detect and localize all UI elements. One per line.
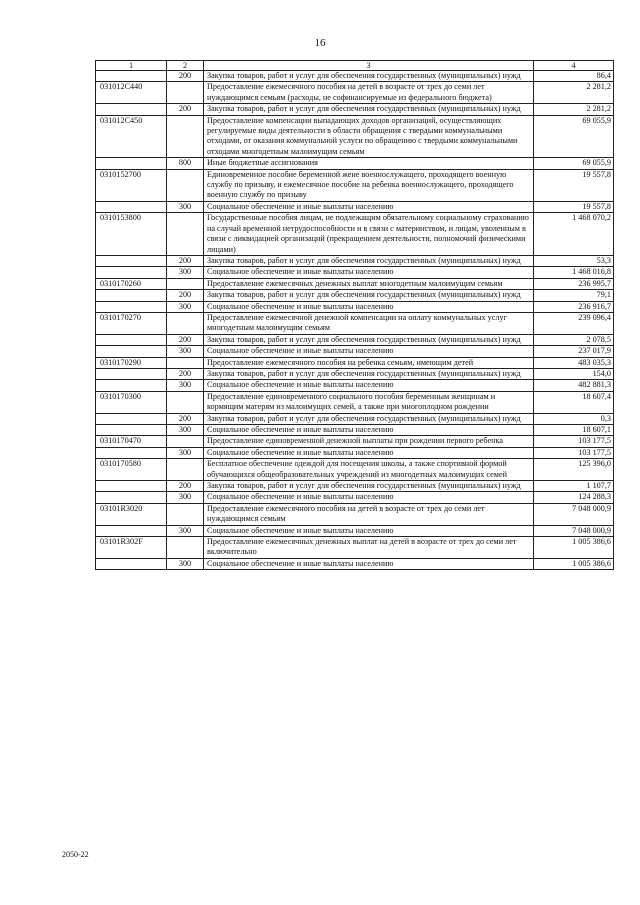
budget-table: [95, 60, 614, 570]
row-expense-type: 200: [167, 255, 204, 266]
table-row: [96, 71, 614, 82]
table-row: [96, 201, 614, 212]
row-name: Закупка товаров, работ и услуг для обеспечения государственных (муниципальных) нужд: [204, 334, 534, 345]
row-amount: 2 078,5: [534, 334, 614, 345]
row-expense-type: [167, 169, 204, 201]
row-code: 031012С450: [96, 115, 167, 158]
row-name: Социальное обеспечение и иные выплаты населению: [204, 492, 534, 503]
table-row: [96, 459, 614, 481]
row-name: Закупка товаров, работ и услуг для обеспечения государственных (муниципальных) нужд: [204, 413, 534, 424]
row-name: Социальное обеспечение и иные выплаты населению: [204, 346, 534, 357]
table-row: [96, 255, 614, 266]
row-amount: 154,0: [534, 368, 614, 379]
row-amount: 1 468 016,8: [534, 267, 614, 278]
row-code: 0310170470: [96, 436, 167, 447]
row-expense-type: [167, 213, 204, 256]
table-row: [96, 503, 614, 525]
row-expense-type: 200: [167, 413, 204, 424]
table-row: [96, 334, 614, 345]
row-name: Государственные пособия лицам, не подлежащим обязательному социальному страхованию на случай временной нетрудоспособности и в связи с материнством, и лицам, уволенным в связи с ликвидацией организаций (прекращением деятельности, полномочий физическими лицами): [204, 213, 534, 256]
row-name: Иные бюджетные ассигнования: [204, 158, 534, 169]
row-expense-type: 300: [167, 525, 204, 536]
table-row: [96, 169, 614, 201]
row-amount: 86,4: [534, 71, 614, 82]
table-row: [96, 278, 614, 289]
table-row: [96, 481, 614, 492]
table-row: [96, 525, 614, 536]
row-name: Социальное обеспечение и иные выплаты населению: [204, 525, 534, 536]
row-name: Социальное обеспечение и иные выплаты населению: [204, 380, 534, 391]
row-amount: 482 881,3: [534, 380, 614, 391]
table-row: [96, 380, 614, 391]
row-code: 03101R302F: [96, 537, 167, 559]
row-amount: 124 288,3: [534, 492, 614, 503]
row-expense-type: 300: [167, 558, 204, 569]
row-amount: 103 177,5: [534, 447, 614, 458]
row-amount: 0,3: [534, 413, 614, 424]
row-code: 0310153800: [96, 213, 167, 256]
row-amount: 69 055,9: [534, 115, 614, 158]
header-col-4: 4: [534, 61, 614, 71]
row-name: Предоставление единовременной денежной выплаты при рождении первого ребенка: [204, 436, 534, 447]
row-expense-type: 300: [167, 346, 204, 357]
row-code: 0310170580: [96, 459, 167, 481]
row-name: Закупка товаров, работ и услуг для обеспечения государственных (муниципальных) нужд: [204, 255, 534, 266]
row-expense-type: 200: [167, 71, 204, 82]
row-name: Закупка товаров, работ и услуг для обеспечения государственных (муниципальных) нужд: [204, 290, 534, 301]
row-expense-type: 300: [167, 447, 204, 458]
table-row: [96, 158, 614, 169]
table-row: [96, 425, 614, 436]
row-name: Предоставление единовременного социального пособия беременным женщинам и кормящим матерям из малоимущих семей, а также при многоплодном рождении: [204, 391, 534, 413]
table-row: [96, 368, 614, 379]
row-code: 031012С440: [96, 82, 167, 104]
row-name: Закупка товаров, работ и услуг для обеспечения государственных (муниципальных) нужд: [204, 481, 534, 492]
row-name: Предоставление ежемесячного пособия на ребенка семьям, имеющим детей: [204, 357, 534, 368]
row-name: Социальное обеспечение и иные выплаты населению: [204, 301, 534, 312]
row-name: Предоставление ежемесячного пособия на детей в возрасте от трех до семи лет нуждающимся семьям: [204, 503, 534, 525]
table-row: [96, 447, 614, 458]
row-expense-type: [167, 115, 204, 158]
row-name: Предоставление компенсации выпадающих доходов организаций, осуществляющих регулируемые виды деятельности в области обращения с твердыми коммунальными отходами, от оказания коммунальной услуги по обращению с твердыми коммунальными отходами многодетным малоимущим семьям: [204, 115, 534, 158]
table-row: [96, 312, 614, 334]
row-amount: 236 916,7: [534, 301, 614, 312]
row-amount: 1 468 070,2: [534, 213, 614, 256]
row-code: [96, 71, 167, 82]
row-expense-type: [167, 459, 204, 481]
row-expense-type: 300: [167, 380, 204, 391]
row-expense-type: [167, 82, 204, 104]
row-code: [96, 380, 167, 391]
row-name: Предоставление ежемесячных денежных выплат многодетным малоимущим семьям: [204, 278, 534, 289]
row-amount: 237 017,9: [534, 346, 614, 357]
row-amount: 236 995,7: [534, 278, 614, 289]
row-expense-type: [167, 357, 204, 368]
row-name: Единовременное пособие беременной жене военнослужащего, проходящего военную службу по призыву, и ежемесячное пособие на ребенка военнослужащего, проходящего военную службу по призыву: [204, 169, 534, 201]
table-row: [96, 290, 614, 301]
row-expense-type: 300: [167, 425, 204, 436]
row-expense-type: 200: [167, 104, 204, 115]
row-name: Предоставление ежемесячной денежной компенсации на оплату коммунальных услуг многодетным малоимущим семьям: [204, 312, 534, 334]
row-name: Социальное обеспечение и иные выплаты населению: [204, 447, 534, 458]
table-row: [96, 492, 614, 503]
row-expense-type: 200: [167, 334, 204, 345]
row-amount: 103 177,5: [534, 436, 614, 447]
row-expense-type: [167, 278, 204, 289]
header-col-2: 2: [167, 61, 204, 71]
table-row: [96, 391, 614, 413]
row-code: 03101R3020: [96, 503, 167, 525]
table-row: [96, 267, 614, 278]
row-code: [96, 492, 167, 503]
row-expense-type: 300: [167, 301, 204, 312]
row-code: 0310170300: [96, 391, 167, 413]
row-expense-type: 800: [167, 158, 204, 169]
row-amount: 19 557,8: [534, 169, 614, 201]
document-code: 2050-22: [62, 850, 89, 859]
row-code: 0310170290: [96, 357, 167, 368]
row-code: [96, 158, 167, 169]
row-amount: 1 005 386,6: [534, 537, 614, 559]
row-name: Закупка товаров, работ и услуг для обеспечения государственных (муниципальных) нужд: [204, 71, 534, 82]
row-amount: 7 048 000,9: [534, 503, 614, 525]
table-row: [96, 436, 614, 447]
header-col-3: 3: [204, 61, 534, 71]
row-name: Социальное обеспечение и иные выплаты населению: [204, 558, 534, 569]
row-code: [96, 413, 167, 424]
row-name: Социальное обеспечение и иные выплаты населению: [204, 425, 534, 436]
table-row: [96, 346, 614, 357]
table-row: [96, 104, 614, 115]
row-name: Предоставление ежемесячного пособия на детей в возрасте от трех до семи лет нуждающимся семьям (расходы, не софинансируемые из федерального бюджета): [204, 82, 534, 104]
table-row: [96, 301, 614, 312]
table-row: [96, 82, 614, 104]
row-code: [96, 104, 167, 115]
row-expense-type: 200: [167, 481, 204, 492]
row-code: [96, 425, 167, 436]
row-code: [96, 368, 167, 379]
row-amount: 2 281,2: [534, 82, 614, 104]
table-row: [96, 115, 614, 158]
row-code: [96, 255, 167, 266]
row-code: [96, 301, 167, 312]
row-amount: 1 005 386,6: [534, 558, 614, 569]
table-row: [96, 558, 614, 569]
row-expense-type: 300: [167, 201, 204, 212]
row-expense-type: 200: [167, 290, 204, 301]
row-expense-type: 300: [167, 267, 204, 278]
row-name: Бесплатное обеспечение одеждой для посещения школы, а также спортивной формой обучающихся общеобразовательных учреждений из многодетных малоимущих семей: [204, 459, 534, 481]
row-expense-type: [167, 537, 204, 559]
row-code: 0310170260: [96, 278, 167, 289]
row-code: [96, 346, 167, 357]
table-header-row: [96, 61, 614, 71]
row-amount: 483 035,3: [534, 357, 614, 368]
row-amount: 19 557,8: [534, 201, 614, 212]
row-code: [96, 525, 167, 536]
row-amount: 125 396,0: [534, 459, 614, 481]
row-code: [96, 447, 167, 458]
row-amount: 18 607,1: [534, 425, 614, 436]
row-name: Социальное обеспечение и иные выплаты населению: [204, 201, 534, 212]
row-name: Социальное обеспечение и иные выплаты населению: [204, 267, 534, 278]
row-amount: 1 107,7: [534, 481, 614, 492]
row-name: Предоставление ежемесячных денежных выплат на детей в возрасте от трех до семи лет включительно: [204, 537, 534, 559]
row-expense-type: [167, 312, 204, 334]
row-expense-type: 300: [167, 492, 204, 503]
row-code: [96, 558, 167, 569]
row-amount: 2 281,2: [534, 104, 614, 115]
table-row: [96, 537, 614, 559]
row-amount: 79,1: [534, 290, 614, 301]
row-code: 0310170270: [96, 312, 167, 334]
row-amount: 18 607,4: [534, 391, 614, 413]
table-row: [96, 413, 614, 424]
row-amount: 239 096,4: [534, 312, 614, 334]
row-expense-type: [167, 436, 204, 447]
row-name: Закупка товаров, работ и услуг для обеспечения государственных (муниципальных) нужд: [204, 104, 534, 115]
row-code: [96, 481, 167, 492]
row-code: 0310152700: [96, 169, 167, 201]
row-code: [96, 290, 167, 301]
table-row: [96, 357, 614, 368]
header-col-1: 1: [96, 61, 167, 71]
row-expense-type: [167, 391, 204, 413]
row-code: [96, 201, 167, 212]
table-row: [96, 213, 614, 256]
row-amount: 53,3: [534, 255, 614, 266]
row-expense-type: 200: [167, 368, 204, 379]
row-code: [96, 334, 167, 345]
row-amount: 7 048 000,9: [534, 525, 614, 536]
table-body: [96, 71, 614, 570]
row-expense-type: [167, 503, 204, 525]
row-amount: 69 055,9: [534, 158, 614, 169]
page-number: 16: [314, 37, 326, 49]
row-name: Закупка товаров, работ и услуг для обеспечения государственных (муниципальных) нужд: [204, 368, 534, 379]
row-code: [96, 267, 167, 278]
